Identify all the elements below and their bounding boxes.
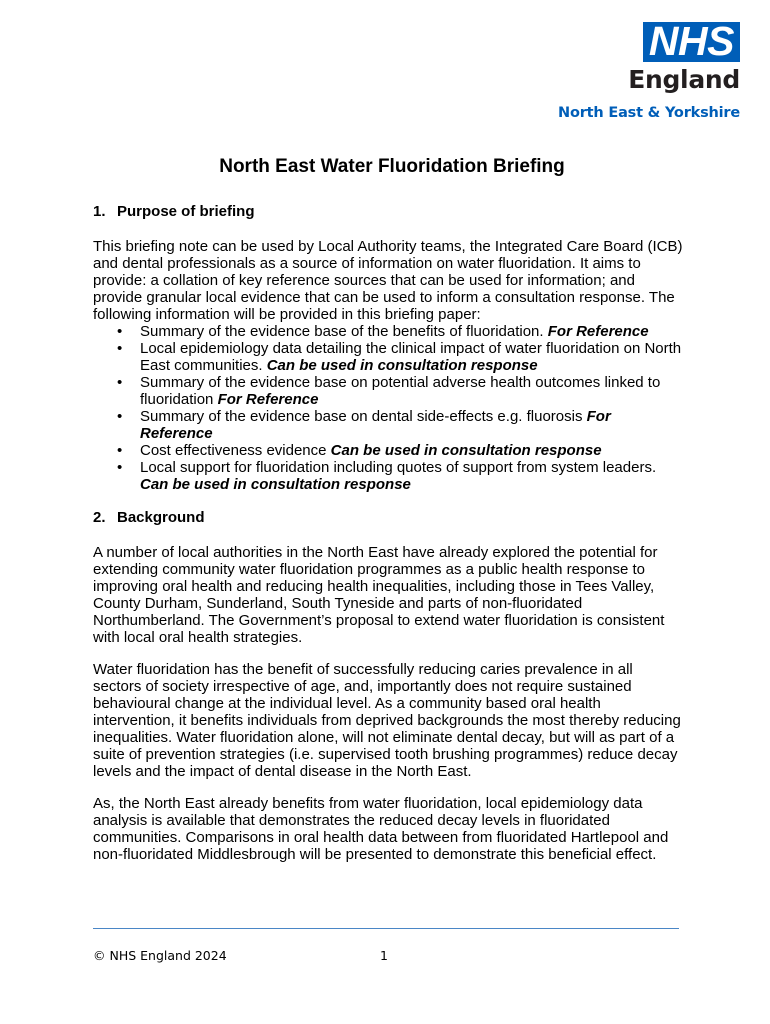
footer-divider [93, 928, 679, 929]
background-paragraph: As, the North East already benefits from water fluoridation, local epidemiology data analysis is available that demonstrates the reduced decay levels in fluoridated communities. Comparisons in oral health data between from fluoridated Hartlepool and non-fluoridated Middlesbrough will be presented to demonstrate this beneficial effect. [93, 795, 669, 863]
list-item [93, 374, 683, 408]
bullet-usage-tag: For Reference [140, 408, 611, 442]
bullet-usage-tag: Can be used in consultation response [140, 476, 411, 493]
nhs-brand-box: NHS [643, 22, 740, 62]
bullet-text: Cost effectiveness evidence [140, 442, 331, 459]
footer-page-number: 1 [380, 948, 388, 963]
section-heading-text: Background [117, 509, 205, 526]
list-item [93, 408, 683, 442]
document-body [93, 154, 683, 878]
bullet-usage-tag: For Reference [547, 323, 649, 340]
bullet-text: Summary of the evidence base of the benefits of fluoridation. [140, 323, 548, 340]
bullet-text: Summary of the evidence base on dental side-effects e.g. fluorosis [140, 408, 587, 425]
bullet-usage-tag: For Reference [217, 391, 319, 408]
list-item [93, 459, 683, 493]
bullet-usage-tag: Can be used in consultation response [266, 357, 538, 374]
section-number: 1. [93, 203, 106, 220]
bullet-text: Local epidemiology data detailing the clinical impact of water fluoridation on North East communities. [140, 340, 682, 374]
bullet-text: Local support for fluoridation including quotes of support from system leaders. [140, 459, 657, 476]
logo-org-name: England [628, 65, 740, 94]
background-paragraph: A number of local authorities in the North East have already explored the potential for extending community water fluoridation programmes as a public health response to improving oral health and reducing health inequalities, including those in Tees Valley, County Durham, Sunderland, South Tyneside and parts of non-fluoridated Northumberland. The Government’s proposal to extend water fluoridation is consistent with local oral health strategies. [93, 544, 665, 646]
list-item [93, 340, 683, 374]
list-item [93, 442, 683, 459]
section-heading-background [93, 508, 683, 528]
nhs-england-logo [540, 18, 740, 122]
section-number: 2. [93, 509, 106, 526]
section-heading-text: Purpose of briefing [117, 203, 255, 220]
bullet-usage-tag: Can be used in consultation response [330, 442, 602, 459]
logo-region-name: North East & Yorkshire [558, 105, 740, 121]
background-paragraph: Water fluoridation has the benefit of successfully reducing caries prevalence in all sectors of society irrespective of age, and, importantly does not require sustained behavioural change at the individual level. As a community based oral health intervention, it benefits individuals from deprived backgrounds the most thereby reducing inequalities. Water fluoridation alone, will not eliminate dental decay, but will as part of a suite of prevention strategies (i.e. supervised tooth brushing programmes) reduce decay levels and the impact of dental disease in the North East. [93, 661, 681, 780]
purpose-intro-paragraph: This briefing note can be used by Local Authority teams, the Integrated Care Board (ICB) and dental professionals as a source of information on water fluoridation. It aims to provide: a collation of key reference sources that can be used for information; and provide granular local evidence that can be used to inform a consultation response. The following information will be provided in this briefing paper: [93, 238, 683, 323]
document-title: North East Water Fluoridation Briefing [219, 156, 565, 177]
purpose-bullet-list [93, 323, 683, 493]
section-heading-purpose [93, 202, 683, 222]
list-item [93, 323, 683, 340]
footer-copyright: © NHS England 2024 [93, 948, 227, 963]
bullet-text: Summary of the evidence base on potential adverse health outcomes linked to fluoridation [140, 374, 661, 408]
